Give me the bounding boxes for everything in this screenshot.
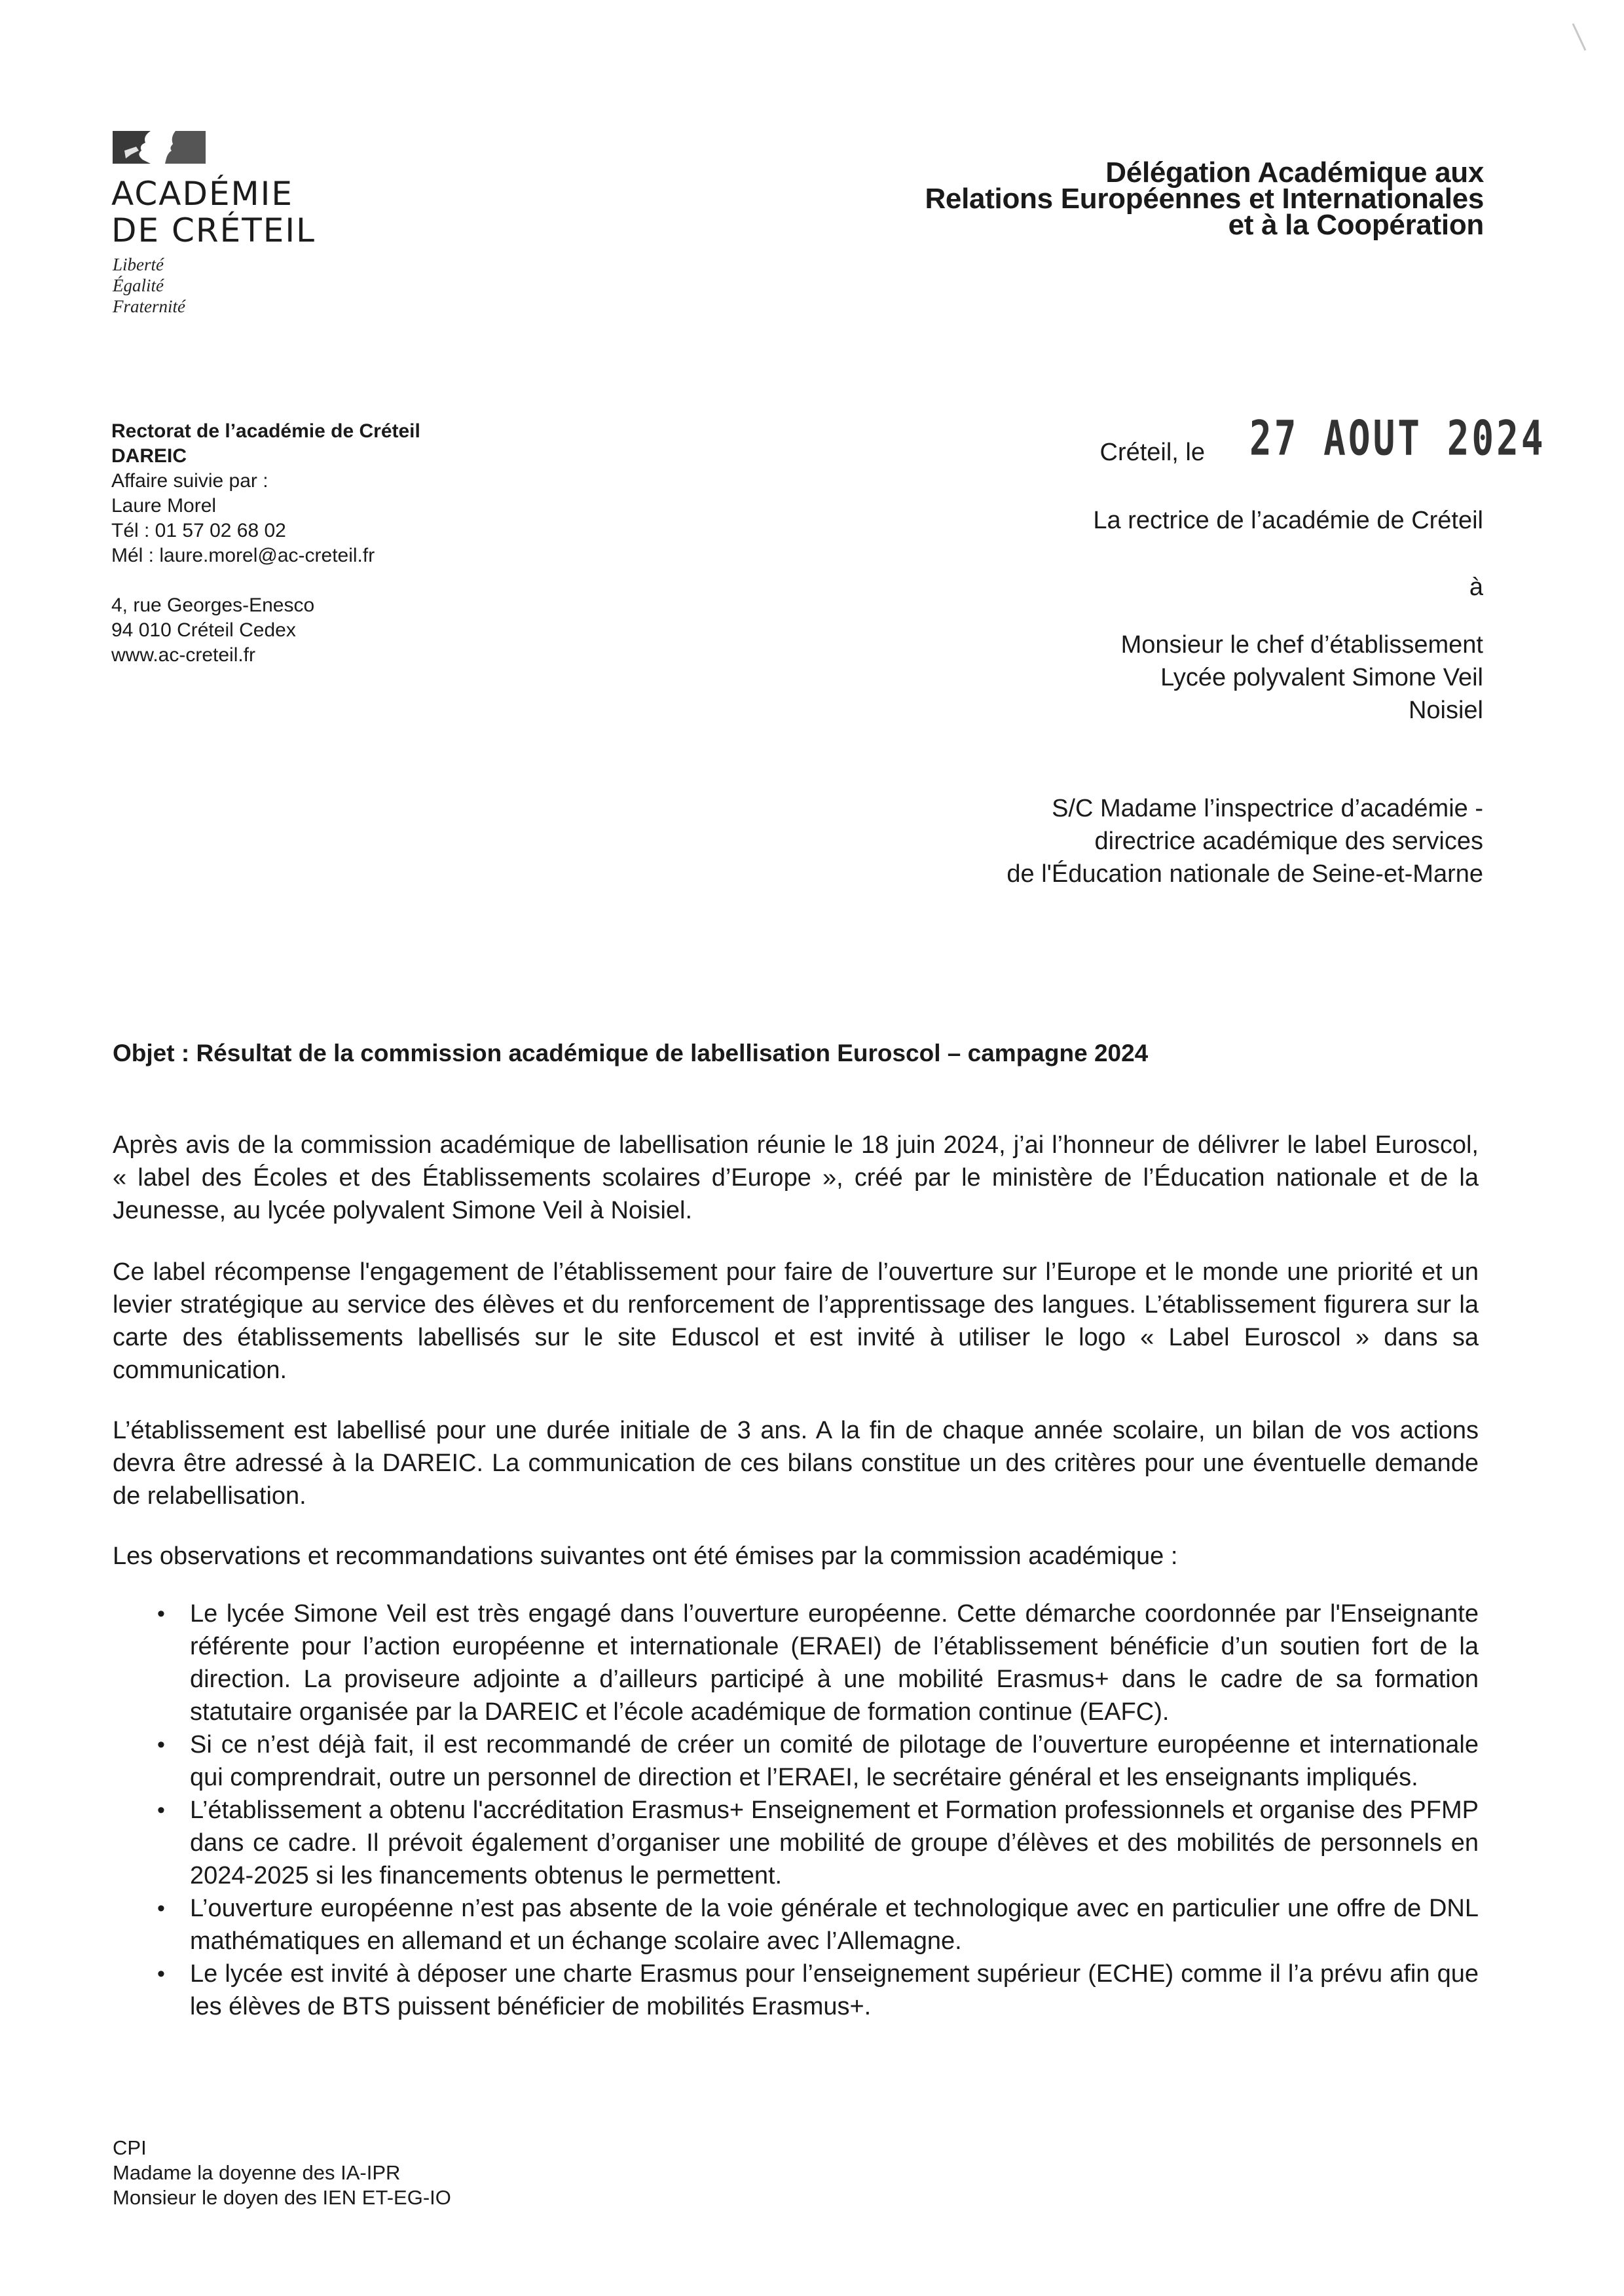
observation-text: Le lycée Simone Veil est très engagé dans l’ouverture européenne. Cette démarche coordonnée par l'Enseignante référente pour l’action européenne et internationale (ERAEI) de l’établissement bénéficie d’un soutien fort de la direction. La proviseure adjointe a d’ailleurs participé à une mobilité Erasmus+ dans le cadre de sa formation statutaire organisée par la DAREIC et l’école académique de formation continue (EAFC).	[190, 1600, 1479, 1726]
sender-org: Rectorat de l’académie de Créteil	[111, 420, 420, 442]
cpi-label: CPI	[113, 2136, 147, 2159]
bullet-icon: •	[157, 1961, 165, 1986]
sc-recipient	[1006, 792, 1483, 890]
scan-mark	[1572, 23, 1587, 50]
logo-motto	[113, 254, 185, 317]
paragraph: Les observations et recommandations suivantes ont été émises par la commission académique :	[113, 1542, 1178, 1570]
observation-text: Le lycée est invité à déposer une charte Erasmus pour l’enseignement supérieur (ECHE) comme il l’a prévu afin que les élèves de BTS puissent bénéficier de mobilités Erasmus+.	[190, 1960, 1479, 2020]
sender-title: La rectrice de l’académie de Créteil	[1093, 507, 1483, 534]
subject-label: Objet :	[113, 1040, 190, 1066]
list-item	[157, 1892, 1479, 1958]
delegation-line: Relations Européennes et Internationales	[925, 183, 1484, 215]
paragraph: Ce label récompense l'engagement de l’établissement pour faire de l’ouverture sur l’Europe et le monde une priorité et un levier stratégique au service des élèves et du renforcement de l’apprentissage des langues. L’établissement figurera sur la carte des établissements labellisés sur le site Eduscol et est invité à utiliser le logo « Label Euroscol » dans sa communication.	[113, 1258, 1479, 1384]
date-stamp: 27 AOUT 2024	[1249, 411, 1546, 467]
delegation-heading	[925, 156, 1484, 241]
motto-egalite: Égalité	[113, 276, 164, 295]
marianne-logo-icon	[113, 131, 206, 164]
bullet-icon: •	[157, 1732, 165, 1757]
sender-service: DAREIC	[111, 445, 187, 467]
recipient-address	[1121, 629, 1483, 727]
contact-phone: Tél : 01 57 02 68 02	[111, 520, 286, 541]
cpi-line: Madame la doyenne des IA-IPR	[113, 2161, 401, 2184]
observation-text: L’ouverture européenne n’est pas absente de la voie générale et technologique avec en particulier une offre de DNL mathématiques en allemand et un échange scolaire avec l’Allemagne.	[190, 1895, 1479, 1955]
delegation-line: Délégation Académique aux	[1105, 156, 1484, 189]
observation-text: Si ce n’est déjà fait, il est recommandé de créer un comité de pilotage de l’ouverture européenne et internationale qui comprendrait, outre un personnel de direction et l’ERAEI, le secrétaire général et les enseignants impliqués.	[190, 1731, 1479, 1791]
observations-list	[157, 1597, 1479, 2023]
paragraph: Après avis de la commission académique de labellisation réunie le 18 juin 2024, j’ai l’honneur de délivrer le label Euroscol, « label des Écoles et des Établissements scolaires d’Europe », créé par le ministère de l’Éducation nationale et de la Jeunesse, au lycée polyvalent Simone Veil à Noisiel.	[113, 1131, 1479, 1224]
recipient-line: Lycée polyvalent Simone Veil	[1160, 664, 1483, 691]
logo-title-line2: DE CRÉTEIL	[111, 211, 316, 249]
contact-name: Laure Morel	[111, 495, 217, 517]
sender-block	[111, 419, 420, 668]
bullet-icon: •	[157, 1601, 165, 1626]
sc-line: directrice académique des services	[1094, 828, 1483, 855]
website-link[interactable]: www.ac-creteil.fr	[111, 644, 256, 666]
address-line2: 94 010 Créteil Cedex	[111, 619, 296, 641]
cpi-line: Monsieur le doyen des IEN ET-EG-IO	[113, 2186, 451, 2209]
subject-line	[113, 1040, 1148, 1067]
sc-line: S/C Madame l’inspectrice d’académie -	[1052, 795, 1483, 822]
contact-email[interactable]: Mél : laure.morel@ac-creteil.fr	[111, 545, 375, 566]
motto-fraternite: Fraternité	[113, 297, 185, 316]
logo-title-line1: ACADÉMIE	[111, 175, 294, 213]
bullet-icon: •	[157, 1798, 165, 1823]
sc-line: de l'Éducation nationale de Seine-et-Marne	[1006, 860, 1483, 888]
date-prefix: Créteil, le	[1099, 439, 1205, 466]
to-word: à	[1469, 574, 1483, 601]
bullet-icon: •	[157, 1896, 165, 1921]
subject-text: Résultat de la commission académique de labellisation Euroscol – campagne 2024	[196, 1040, 1149, 1066]
recipient-line: Noisiel	[1408, 697, 1483, 724]
paragraph: L’établissement est labellisé pour une durée initiale de 3 ans. A la fin de chaque année scolaire, un bilan de vos actions devra être adressé à la DAREIC. La communication de ces bilans constitue un des critères pour une éventuelle demande de relabellisation.	[113, 1417, 1479, 1510]
address-line1: 4, rue Georges-Enesco	[111, 594, 315, 616]
delegation-line: et à la Coopération	[1228, 209, 1484, 241]
list-item	[157, 1794, 1479, 1892]
logo-title	[111, 175, 316, 249]
motto-liberte: Liberté	[113, 255, 164, 274]
copy-to-block	[113, 2136, 451, 2210]
list-item	[157, 1597, 1479, 1728]
followed-by-label: Affaire suivie par :	[111, 470, 268, 492]
list-item	[157, 1958, 1479, 2023]
list-item	[157, 1728, 1479, 1794]
observation-text: L’établissement a obtenu l'accréditation Erasmus+ Enseignement et Formation professionnels et organise des PFMP dans ce cadre. Il prévoit également d’organiser une mobilité de groupe d’élèves et des mobilités de personnels en 2024-2025 si les financements obtenus le permettent.	[190, 1796, 1479, 1889]
recipient-line: Monsieur le chef d’établissement	[1120, 631, 1483, 659]
